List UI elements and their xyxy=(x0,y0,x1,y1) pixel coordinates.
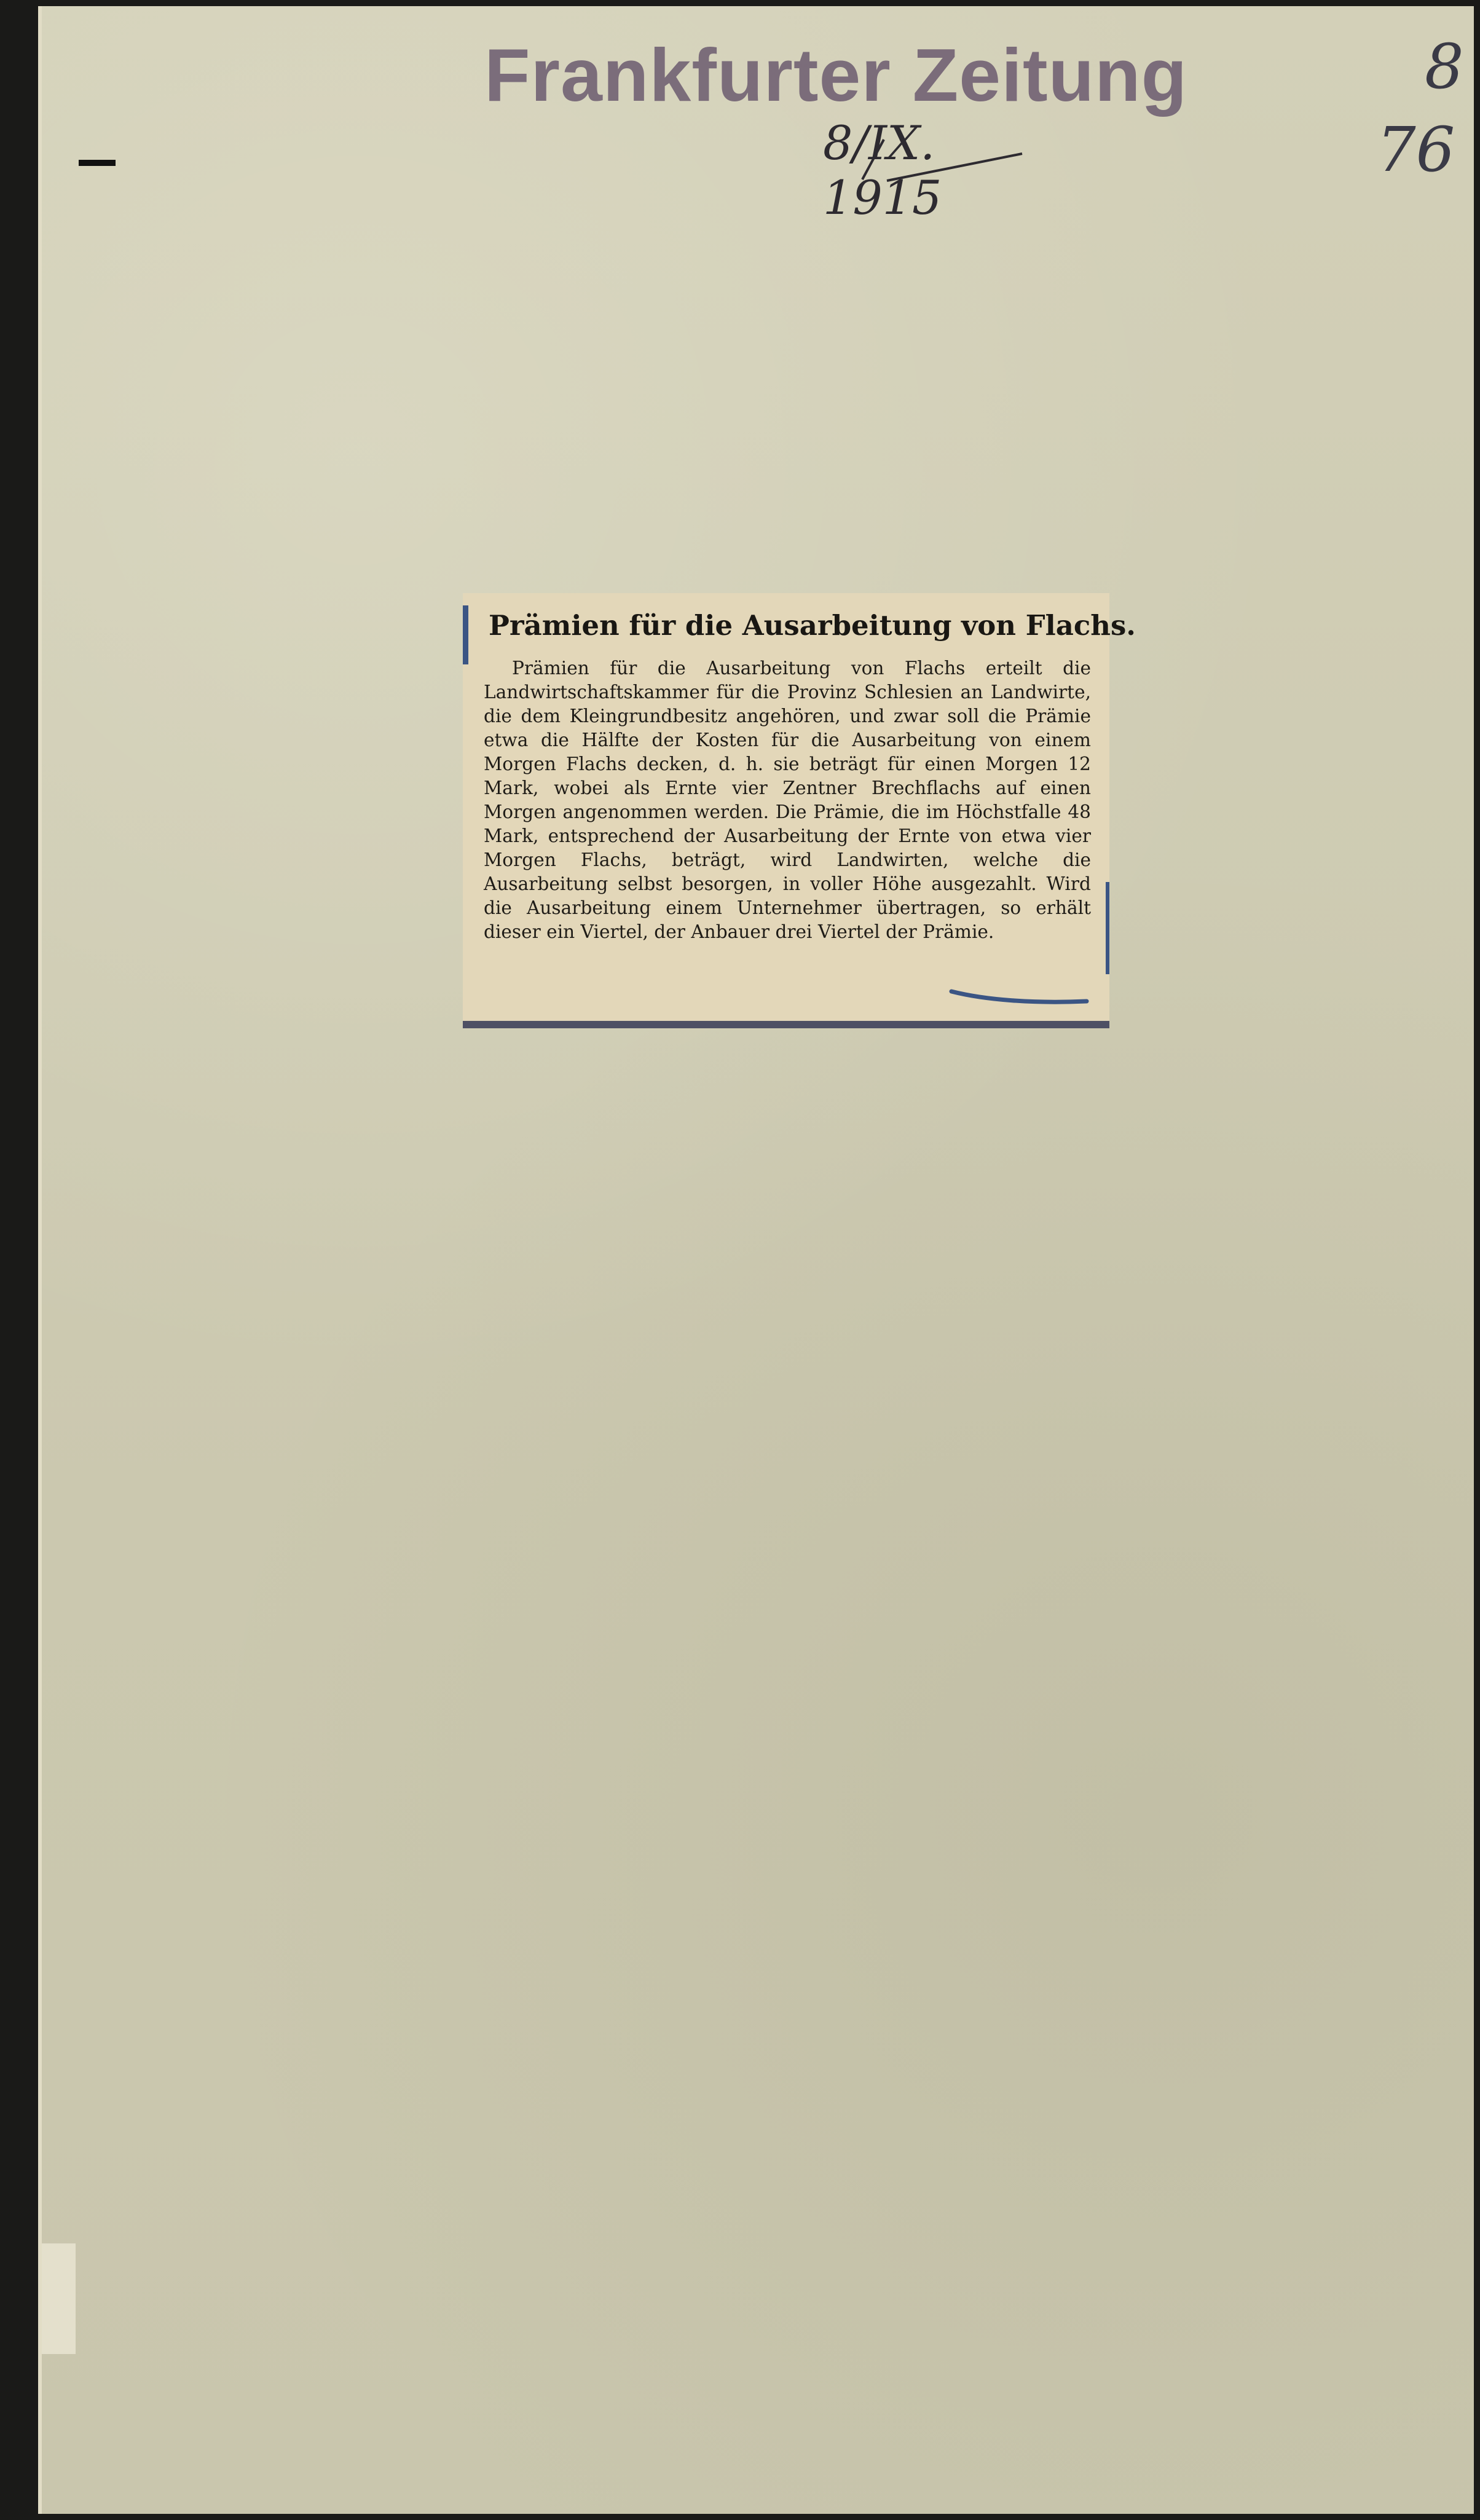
handwritten-date-text: 8/IX. 1915 xyxy=(823,116,942,225)
date-underline-strokes xyxy=(819,106,1059,198)
blue-pencil-mark-left xyxy=(463,605,468,664)
blue-pencil-stroke xyxy=(948,986,1090,1005)
archive-sheet xyxy=(38,6,1474,2514)
handwritten-date xyxy=(819,106,1059,225)
clipping-body-text: Prämien für die Ausarbeitung von Flachs erteilt die Landwirtschaftskammer für die Provinz Schlesien an Landwirte, die dem Kleingrundbesitz angehören, und zwar soll die Prämie etwa die Hälfte der Kosten für die Ausarbeitung von einem Morgen Flachs decken, d. h. sie beträgt für einen Morgen 12 Mark, wobei als Ernte vier Zentner Brechflachs auf einen Morgen angenommen werden. Die Prämie, die im Höchstfalle 48 Mark, entsprechend der Ausarbeitung der Ernte von etwa vier Morgen Flachs, beträgt, wird Landwirten, welche die Ausarbeitung selbst besorgen, in voller Höhe ausgezahlt. Wird die Ausarbeitung einem Unternehmer übertragen, so erhält dieser ein Viertel, der Anbauer drei Viertel der Prämie. xyxy=(484,658,1091,942)
sheet-edge-mark xyxy=(79,160,116,166)
newspaper-stamp: Frankfurter Zeitung xyxy=(484,33,1188,117)
paper-tear xyxy=(42,2243,76,2354)
clipping-headline: Prämien für die Ausarbeitung von Flachs. xyxy=(489,609,1136,642)
handwritten-archive-number: 76 xyxy=(1377,114,1455,186)
handwritten-number-8: 8 xyxy=(1425,31,1464,103)
blue-pencil-mark-right xyxy=(1106,882,1109,974)
newspaper-clipping xyxy=(463,593,1136,1028)
